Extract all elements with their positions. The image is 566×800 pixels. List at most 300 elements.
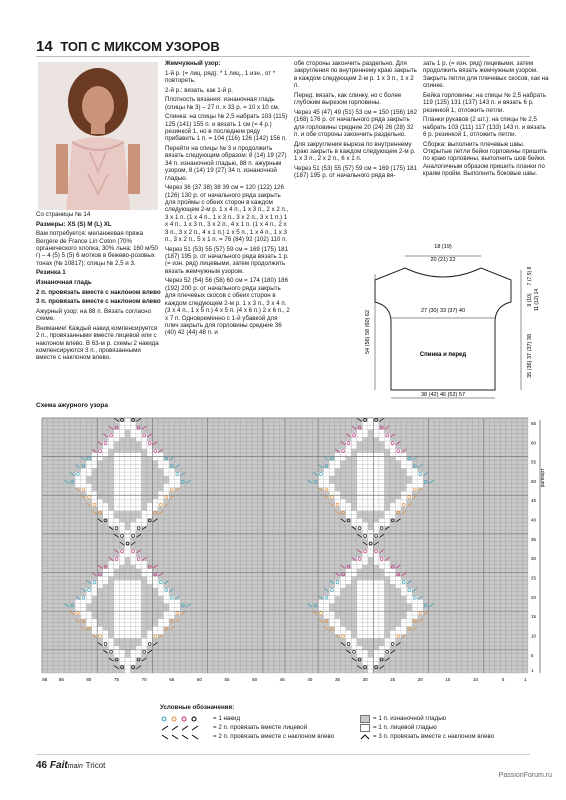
knit-cell — [114, 580, 120, 584]
column-3 — [294, 60, 420, 182]
model-number: 14 — [36, 38, 53, 55]
knit-cell — [418, 603, 424, 607]
knit-cell — [92, 453, 98, 457]
knit-cell — [130, 453, 136, 457]
knit-cell — [152, 576, 158, 580]
column-label: 45 — [279, 677, 285, 682]
knit-cell — [136, 495, 142, 499]
knit-cell — [379, 433, 385, 437]
knit-cell — [329, 484, 335, 488]
knit-cell — [119, 654, 125, 658]
knit-cell — [92, 619, 98, 623]
col2-paragraph: Жемчужный узор: — [165, 60, 221, 67]
column-label: 55 — [224, 677, 230, 682]
column-label: 75 — [114, 677, 120, 682]
knit-cell — [379, 654, 385, 658]
knit-cell — [141, 573, 147, 577]
knit-cell — [136, 430, 142, 434]
knit-cell — [86, 488, 92, 492]
column-label: 65 — [169, 677, 175, 682]
knit-cell — [108, 518, 114, 522]
knit-cell — [141, 515, 147, 519]
knit-cell — [395, 503, 401, 507]
knit-cell — [412, 472, 418, 476]
knit-cell — [119, 603, 125, 607]
knit-cell — [357, 580, 363, 584]
knit-cell — [147, 515, 153, 519]
knit-cell — [130, 661, 136, 665]
knit-cell — [125, 665, 131, 669]
knit-cell — [114, 472, 120, 476]
knit-cell — [119, 491, 125, 495]
knit-cell — [340, 507, 346, 511]
knit-cell — [357, 468, 363, 472]
knit-cell — [108, 638, 114, 642]
knit-cell — [384, 569, 390, 573]
knit-cell — [373, 464, 379, 468]
knit-cell — [119, 430, 125, 434]
col2-paragraph: Плотность вязания: изнаночная гладь (спицы № 3) – 27 п. x 33 р. = 10 x 10 см. — [165, 96, 280, 111]
knit-cell — [92, 464, 98, 468]
knit-cell — [412, 611, 418, 615]
col3-paragraph: Через 51 (53) 55 (57) 59 см = 169 (175) 181 (187) 195 р. от начального ряда вя- — [294, 165, 418, 180]
knit-cell — [329, 464, 335, 468]
knit-cell — [351, 573, 357, 577]
knit-cell — [97, 580, 103, 584]
knit-cell — [147, 631, 153, 635]
knit-cell — [324, 600, 330, 604]
knit-cell — [401, 592, 407, 596]
knit-cell — [164, 600, 170, 604]
page-number: 46 — [36, 760, 48, 771]
knit-cell — [119, 615, 125, 619]
knit-cell — [357, 619, 363, 623]
knit-cell — [379, 522, 385, 526]
knit-cell — [362, 464, 368, 468]
knit-cell — [340, 457, 346, 461]
knit-cell — [86, 491, 92, 495]
knit-cell — [362, 480, 368, 484]
knit-cell — [164, 484, 170, 488]
knit-cell — [147, 634, 153, 638]
knit-cell — [130, 507, 136, 511]
knit-cell — [368, 607, 374, 611]
knit-cell — [136, 634, 142, 638]
knit-cell — [141, 569, 147, 573]
knit-cell — [368, 495, 374, 499]
knit-cell — [108, 445, 114, 449]
knit-cell — [357, 484, 363, 488]
knit-cell — [357, 518, 363, 522]
knit-cell — [97, 499, 103, 503]
row-label: 15 — [531, 614, 537, 620]
knit-cell — [318, 607, 324, 611]
knit-cell — [152, 457, 158, 461]
column-label: 15 — [445, 677, 451, 682]
knit-cell — [119, 495, 125, 499]
knit-cell — [75, 600, 81, 604]
knit-cell — [362, 457, 368, 461]
knit-cell — [147, 507, 153, 511]
knit-cell — [340, 576, 346, 580]
knit-cell — [368, 623, 374, 627]
knit-cell — [81, 472, 87, 476]
knit-cell — [164, 464, 170, 468]
knit-cell — [125, 611, 131, 615]
knit-cell — [125, 603, 131, 607]
knit-cell — [368, 592, 374, 596]
knit-cell — [136, 565, 142, 569]
knit-cell — [114, 457, 120, 461]
knit-cell — [130, 522, 136, 526]
knit-cell — [169, 607, 175, 611]
knit-cell — [379, 503, 385, 507]
knit-cell — [136, 561, 142, 565]
knit-cell — [373, 580, 379, 584]
knit-cell — [119, 457, 125, 461]
legend-item-k2tog: = 2 п. провязать вместе лицевой — [160, 723, 350, 732]
knit-cell — [368, 426, 374, 430]
ssk-icon — [160, 734, 210, 740]
knit-cell — [114, 433, 120, 437]
knit-cell — [401, 495, 407, 499]
knit-cell — [114, 430, 120, 434]
row-label: 35 — [531, 536, 537, 542]
k2tog-icon — [160, 725, 210, 731]
knit-cell — [357, 561, 363, 565]
knit-cell — [368, 661, 374, 665]
knit-cell — [125, 600, 131, 604]
knit-cell — [357, 476, 363, 480]
col3-paragraph: Через 45 (47) 49 (51) 53 см = 150 (156) 162 (168) 176 р. от начального ряда закрыть для горловины средние 20 (24) 26 (28) 32 п. и обе стороны закончить раздельно. — [294, 108, 418, 139]
knit-cell — [86, 596, 92, 600]
knit-cell — [373, 476, 379, 480]
knit-cell — [390, 503, 396, 507]
knit-cell — [401, 584, 407, 588]
knit-cell — [136, 611, 142, 615]
knit-cell — [412, 480, 418, 484]
knit-cell — [379, 561, 385, 565]
knit-cell — [158, 623, 164, 627]
knit-cell — [103, 445, 109, 449]
knit-cell — [390, 511, 396, 515]
knit-cell — [130, 654, 136, 658]
knit-cell — [362, 615, 368, 619]
knit-cell — [125, 627, 131, 631]
knit-cell — [373, 611, 379, 615]
knit-cell — [164, 596, 170, 600]
knit-cell — [368, 615, 374, 619]
knit-cell — [373, 607, 379, 611]
knit-cell — [92, 457, 98, 461]
knit-cell — [373, 426, 379, 430]
row-label: 45 — [531, 498, 537, 504]
knit-cell — [141, 518, 147, 522]
knit-cell — [357, 646, 363, 650]
knit-cell — [125, 472, 131, 476]
knit-cell — [114, 619, 120, 623]
knit-cell — [114, 634, 120, 638]
col2-paragraph: 2-й р.: вязать, как 1-й р. — [165, 86, 234, 94]
knit-cell — [141, 561, 147, 565]
knit-cell — [92, 592, 98, 596]
knit-cell — [136, 491, 142, 495]
knit-cell — [346, 515, 352, 519]
knit-cell — [395, 576, 401, 580]
knit-cell — [136, 631, 142, 635]
knit-cell — [119, 588, 125, 592]
knit-cell — [379, 623, 385, 627]
knit-cell — [130, 430, 136, 434]
knit-cell — [97, 584, 103, 588]
footer-divider — [36, 754, 530, 755]
knit-cell — [125, 461, 131, 465]
knit-cell — [125, 661, 131, 665]
knit-cell — [114, 499, 120, 503]
knit-cell — [114, 584, 120, 588]
col2-paragraph: Спинка: на спицы № 2,5 набрать 103 (115) 125 (141) 155 п. и вязать 1 см (= 4 р.) резинкой 1, но в последнем ряду прибавить 1 п. = 104 (116) 126 (142) 156 п. — [165, 113, 288, 143]
knit-cell — [379, 634, 385, 638]
knit-cell — [108, 642, 114, 646]
knit-cell — [324, 603, 330, 607]
knit-cell — [114, 596, 120, 600]
knit-cell — [75, 607, 81, 611]
knit-cell — [401, 461, 407, 465]
knit-cell — [329, 615, 335, 619]
knit-cell — [368, 461, 374, 465]
knit-cell — [119, 557, 125, 561]
knit-cell — [114, 503, 120, 507]
knit-cell — [346, 580, 352, 584]
knit-cell — [164, 611, 170, 615]
knit-cell — [362, 584, 368, 588]
knit-cell — [81, 484, 87, 488]
knit-cell — [81, 480, 87, 484]
row-label: 65 — [531, 420, 537, 426]
knit-cell — [114, 488, 120, 492]
knit-cell — [119, 464, 125, 468]
knit-cell — [324, 607, 330, 611]
knit-cell — [136, 484, 142, 488]
dim-top1: 18 (19) — [434, 244, 452, 250]
col3-paragraph: Перед: вязать, как спинку, но с более глубоким вырезом горловины. — [294, 91, 402, 107]
knit-cell — [368, 549, 374, 553]
header-divider — [36, 56, 530, 57]
knit-cell — [164, 592, 170, 596]
knit-cell — [379, 480, 385, 484]
knit-cell — [136, 600, 142, 604]
knit-cell — [130, 634, 136, 638]
knit-cell — [384, 561, 390, 565]
knit-cell — [130, 658, 136, 662]
knit-cell — [114, 623, 120, 627]
knit-cell — [362, 476, 368, 480]
dim-left: 54 (56) 58 (60) 62 — [365, 309, 371, 355]
knit-cell — [407, 491, 413, 495]
dim-top2: 20 (21) 22 — [430, 257, 456, 263]
knit-cell — [318, 476, 324, 480]
knit-cell — [130, 615, 136, 619]
knit-cell — [108, 561, 114, 565]
knit-cell — [119, 561, 125, 565]
knit-cell — [379, 507, 385, 511]
knit-cell — [357, 611, 363, 615]
knit-cell — [373, 422, 379, 426]
knit-cell — [119, 526, 125, 530]
knit-cell — [340, 580, 346, 584]
knit-cell — [103, 569, 109, 573]
knit-cell — [357, 634, 363, 638]
knit-cell — [379, 584, 385, 588]
knit-cell — [136, 603, 142, 607]
knit-cell — [357, 565, 363, 569]
knit-cell — [86, 615, 92, 619]
knit-cell — [379, 615, 385, 619]
knit-cell — [136, 499, 142, 503]
knit-cell — [346, 569, 352, 573]
dim-right2: 9 (10) — [527, 293, 533, 307]
knit-cell — [395, 580, 401, 584]
knit-cell — [125, 584, 131, 588]
knit-cell — [114, 603, 120, 607]
knit-cell — [390, 638, 396, 642]
knit-cell — [164, 468, 170, 472]
knit-cell — [125, 503, 131, 507]
knit-cell — [373, 596, 379, 600]
knit-cell — [75, 480, 81, 484]
knit-cell — [175, 480, 181, 484]
knit-cell — [368, 468, 374, 472]
knit-cell — [125, 480, 131, 484]
knit-cell — [384, 515, 390, 519]
knit-cell — [169, 611, 175, 615]
knit-cell — [136, 503, 142, 507]
knit-cell — [384, 511, 390, 515]
knit-cell — [379, 646, 385, 650]
knit-cell — [114, 607, 120, 611]
knit-cell — [175, 484, 181, 488]
col3-paragraph: Для закругления выреза по внутреннему краю закрыть в каждом следующем 2-м р. 1 x 3 п., 2 x 2 п., 6 x 1 п. — [294, 140, 416, 163]
knit-cell — [147, 511, 153, 515]
knit-cell — [147, 580, 153, 584]
knit-cell — [86, 472, 92, 476]
knit-cell — [86, 461, 92, 465]
knit-cell — [401, 631, 407, 635]
knit-cell — [362, 592, 368, 596]
row-label: 55 — [531, 459, 537, 465]
knit-cell — [130, 461, 136, 465]
knit-cell — [351, 518, 357, 522]
knit-cell — [130, 592, 136, 596]
knit-cell — [92, 491, 98, 495]
knit-cell — [119, 488, 125, 492]
knit-cell — [362, 526, 368, 530]
knit-cell — [373, 634, 379, 638]
knit-cell — [125, 538, 131, 542]
knit-cell — [108, 646, 114, 650]
knit-cell — [407, 484, 413, 488]
knit-cell — [136, 518, 142, 522]
knit-cell — [86, 468, 92, 472]
column-label: 70 — [141, 677, 147, 682]
knit-cell — [158, 457, 164, 461]
column-label: 10 — [473, 677, 479, 682]
knit-cell — [130, 499, 136, 503]
knit-cell — [114, 484, 120, 488]
knit-cell — [130, 503, 136, 507]
knit-cell — [412, 615, 418, 619]
knit-cell — [125, 499, 131, 503]
knit-cell — [158, 584, 164, 588]
knit-cell — [368, 665, 374, 669]
knit-cell — [346, 453, 352, 457]
knit-cell — [407, 611, 413, 615]
knit-cell — [136, 522, 142, 526]
knit-cell — [81, 607, 87, 611]
knit-cell — [125, 468, 131, 472]
knit-cell — [379, 461, 385, 465]
knit-cell — [362, 623, 368, 627]
knit-cell — [103, 503, 109, 507]
knit-cell — [373, 453, 379, 457]
knit-cell — [357, 464, 363, 468]
knit-cell — [379, 592, 385, 596]
knit-cell — [357, 472, 363, 476]
knit-cell — [390, 634, 396, 638]
knit-cell — [125, 457, 131, 461]
knit-cell — [395, 584, 401, 588]
knit-cell — [136, 584, 142, 588]
knit-cell — [368, 453, 374, 457]
knit-cell — [329, 488, 335, 492]
knit-cell — [373, 650, 379, 654]
knit-cell — [379, 464, 385, 468]
knit-cell — [357, 457, 363, 461]
knit-cell — [401, 457, 407, 461]
knit-cell — [164, 472, 170, 476]
knit-cell — [152, 499, 158, 503]
knit-cell — [368, 588, 374, 592]
knit-cell — [119, 530, 125, 534]
knit-cell — [147, 573, 153, 577]
knit-cell — [346, 576, 352, 580]
knit-cell — [136, 654, 142, 658]
knit-cell — [136, 592, 142, 596]
knit-cell — [324, 611, 330, 615]
knit-cell — [114, 631, 120, 635]
knit-cell — [318, 484, 324, 488]
knit-cell — [164, 461, 170, 465]
legend-item-sk2p: = 3 п. провязать вместе с наклоном влево — [360, 732, 550, 741]
knit-cell — [125, 426, 131, 430]
knit-cell — [125, 615, 131, 619]
knit-cell — [373, 526, 379, 530]
knit-cell — [335, 461, 341, 465]
knit-cell — [390, 573, 396, 577]
knit-cell — [130, 553, 136, 557]
knit-cell — [130, 476, 136, 480]
knit-cell — [384, 445, 390, 449]
knit-cell — [114, 592, 120, 596]
knit-cell — [97, 453, 103, 457]
knit-cell — [346, 503, 352, 507]
knit-cell — [368, 464, 374, 468]
knit-cell — [351, 511, 357, 515]
knit-cell — [362, 658, 368, 662]
knit-cell — [164, 615, 170, 619]
knit-cell — [169, 480, 175, 484]
knit-cell — [324, 468, 330, 472]
